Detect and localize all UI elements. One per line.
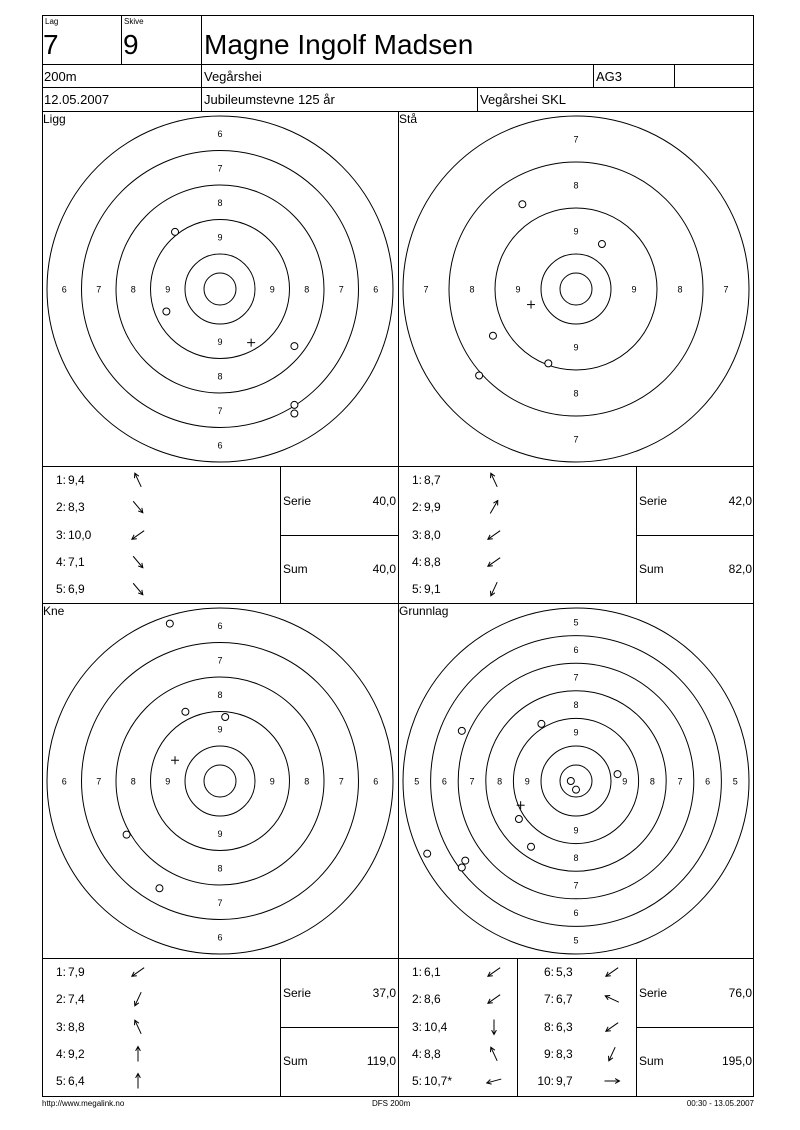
shot-value: 6,3	[556, 1019, 573, 1034]
shot-number: 10:	[537, 1074, 554, 1089]
sum-value-ligg: 40,0	[372, 562, 396, 576]
direction-arrow-icon	[602, 962, 622, 982]
shot-number: 5:	[55, 582, 66, 597]
ring-1	[82, 151, 359, 428]
shot-number: 3:	[411, 527, 422, 542]
sum-label-sta: Sum	[639, 562, 664, 576]
lag-value: 7	[43, 29, 59, 60]
group-center-mark	[517, 801, 525, 809]
serie-value-sta: 42,0	[728, 494, 752, 508]
shot-hole	[598, 241, 605, 248]
ring-5	[541, 746, 611, 816]
shot-hole	[528, 843, 535, 850]
ring-label: 5	[732, 776, 738, 787]
footer-timestamp: 00:30 - 13.05.2007	[686, 1099, 754, 1108]
ring-label: 9	[573, 226, 579, 237]
sum-value-kne: 119,0	[366, 1054, 396, 1068]
ring-label: 7	[217, 405, 223, 416]
ring-label: 5	[414, 776, 420, 787]
shooter-class: AG3	[596, 69, 623, 84]
direction-arrow-icon	[128, 1017, 148, 1037]
shot-value: 8,8	[424, 1046, 441, 1061]
shot-number: 5:	[411, 582, 422, 597]
ring-1	[82, 643, 359, 920]
direction-arrow-icon	[484, 1017, 504, 1037]
ring-label: 5	[573, 617, 579, 628]
ring-label: 8	[677, 284, 683, 295]
ring-label: 6	[573, 908, 579, 919]
serie-label-kne: Serie	[283, 986, 312, 1000]
shot-hole	[291, 401, 298, 408]
shot-number: 7:	[543, 992, 554, 1007]
shot-value: 6,9	[68, 582, 85, 597]
ring-label: 6	[61, 776, 67, 787]
ring-label: 8	[217, 197, 223, 208]
ring-label: 8	[130, 776, 136, 787]
date: 12.05.2007	[44, 92, 110, 107]
ring-2	[116, 185, 324, 393]
shot-value: 8,6	[424, 992, 441, 1007]
shot-value: 9,7	[556, 1074, 573, 1089]
shot-value: 8,3	[68, 500, 85, 515]
ring-0	[403, 608, 749, 954]
ring-label: 6	[373, 284, 379, 295]
shot-hole	[182, 708, 189, 715]
shot-value: 9,1	[424, 582, 441, 597]
ring-label: 6	[705, 776, 711, 787]
shot-value: 8,8	[68, 1019, 85, 1034]
ring-3	[486, 691, 666, 871]
shot-hole	[567, 778, 574, 785]
shot-hole	[458, 864, 465, 871]
shot-value: 8,8	[424, 554, 441, 569]
direction-arrow-icon	[602, 1044, 622, 1064]
ring-label: 6	[217, 128, 223, 139]
bullseye-ring	[204, 273, 236, 305]
shot-hole	[222, 713, 229, 720]
ring-2	[458, 663, 694, 899]
ring-label: 9	[269, 776, 275, 787]
target-kne	[42, 603, 398, 958]
footer-url[interactable]: http://www.megalink.no	[42, 1099, 125, 1108]
shot-number: 5:	[55, 1074, 66, 1089]
shot-hole	[291, 410, 298, 417]
ring-label: 7	[217, 655, 223, 666]
shot-number: 1:	[411, 965, 422, 979]
group-center-mark	[247, 339, 255, 347]
ring-label: 7	[573, 880, 579, 891]
shot-hole	[538, 720, 545, 727]
shot-value: 6,7	[556, 992, 573, 1007]
ring-label: 8	[573, 180, 579, 191]
ring-label: 6	[441, 776, 447, 787]
event-name: Jubileumstevne 125 år	[204, 92, 335, 107]
shot-hole	[156, 885, 163, 892]
ring-label: 8	[497, 776, 503, 787]
shot-hole	[489, 332, 496, 339]
serie-value-kne: 37,0	[372, 986, 396, 1000]
shot-number: 2:	[55, 500, 66, 515]
shot-value: 8,7	[424, 473, 441, 487]
shot-number: 1:	[55, 965, 66, 979]
ring-label: 7	[573, 134, 579, 145]
ring-label: 5	[573, 935, 579, 946]
ring-label: 7	[96, 284, 102, 295]
direction-arrow-icon	[128, 579, 148, 599]
ring-label: 8	[573, 388, 579, 399]
shot-number: 1:	[411, 473, 422, 487]
ring-label: 8	[130, 284, 136, 295]
serie-value-ligg: 40,0	[372, 494, 396, 508]
shot-value: 9,9	[424, 500, 441, 515]
direction-arrow-icon	[128, 552, 148, 572]
ring-1	[449, 162, 703, 416]
target-ligg	[42, 111, 398, 466]
ring-label: 8	[304, 284, 310, 295]
shot-number: 4:	[411, 554, 422, 569]
ring-label: 8	[649, 776, 655, 787]
ring-label: 9	[622, 776, 628, 787]
shot-hole	[573, 786, 580, 793]
panel-title-ligg: Ligg	[43, 112, 66, 126]
ring-label: 9	[217, 232, 223, 243]
shot-number: 6:	[543, 965, 554, 979]
ring-label: 9	[573, 825, 579, 836]
ring-label: 7	[573, 672, 579, 683]
sum-label-grunnlag: Sum	[639, 1054, 664, 1068]
direction-arrow-icon	[484, 497, 504, 517]
shot-hole	[515, 816, 522, 823]
direction-arrow-icon	[484, 579, 504, 599]
shot-number: 4:	[411, 1046, 422, 1061]
ring-label: 8	[217, 863, 223, 874]
ring-2	[116, 677, 324, 885]
ring-label: 6	[573, 644, 579, 655]
shot-value: 8,3	[556, 1046, 573, 1061]
shot-hole	[519, 201, 526, 208]
ring-label: 8	[573, 700, 579, 711]
shot-value: 10,0	[68, 527, 92, 542]
shot-value: 8,0	[424, 527, 441, 542]
ring-label: 6	[217, 620, 223, 631]
direction-arrow-icon	[128, 525, 148, 545]
shot-hole	[458, 727, 465, 734]
shot-number: 5:	[411, 1074, 422, 1089]
ring-label: 7	[573, 434, 579, 445]
shot-value: 10,4	[424, 1019, 448, 1034]
direction-arrow-icon	[602, 989, 622, 1009]
ring-label: 7	[338, 776, 344, 787]
direction-arrow-icon	[484, 1071, 504, 1091]
bullseye-ring	[204, 765, 236, 797]
ring-label: 9	[217, 336, 223, 347]
ring-label: 7	[217, 897, 223, 908]
shot-hole	[614, 771, 621, 778]
ring-0	[403, 116, 749, 462]
panel-title-grunnlag: Grunnlag	[399, 604, 449, 618]
ring-label: 7	[338, 284, 344, 295]
shot-value: 10,7*	[424, 1074, 453, 1089]
shot-hole	[163, 308, 170, 315]
serie-label-ligg: Serie	[283, 494, 312, 508]
ring-label: 9	[217, 828, 223, 839]
serie-label-grunnlag: Serie	[639, 986, 668, 1000]
skive-label: Skive	[124, 17, 144, 26]
lag-label: Lag	[45, 17, 59, 26]
shot-hole	[166, 620, 173, 627]
ring-label: 7	[96, 776, 102, 787]
shooter-name: Magne Ingolf Madsen	[204, 29, 474, 60]
shot-hole	[424, 850, 431, 857]
ring-label: 7	[469, 776, 475, 787]
ring-label: 6	[373, 776, 379, 787]
shot-number: 3:	[55, 527, 66, 542]
skive-value: 9	[123, 29, 139, 60]
direction-arrow-icon	[128, 1044, 148, 1064]
serie-value-grunnlag: 76,0	[728, 986, 752, 1000]
footer-program: DFS 200m	[372, 1099, 411, 1108]
ring-label: 6	[61, 284, 67, 295]
shot-value: 7,9	[68, 965, 85, 979]
ring-label: 9	[573, 342, 579, 353]
shot-hole	[172, 228, 179, 235]
sum-value-sta: 82,0	[728, 562, 752, 576]
ring-label: 6	[217, 932, 223, 943]
panel-title-sta: Stå	[399, 112, 418, 126]
direction-arrow-icon	[128, 989, 148, 1009]
shot-value: 7,4	[68, 992, 85, 1007]
shot-number: 2:	[411, 992, 422, 1007]
shot-number: 8:	[543, 1019, 554, 1034]
shot-hole	[476, 372, 483, 379]
direction-arrow-icon	[484, 962, 504, 982]
ring-label: 9	[269, 284, 275, 295]
shot-value: 6,4	[68, 1074, 85, 1089]
ring-3	[541, 254, 611, 324]
ring-label: 8	[469, 284, 475, 295]
ring-label: 8	[304, 776, 310, 787]
ring-label: 9	[165, 776, 171, 787]
shot-number: 9:	[543, 1046, 554, 1061]
shot-number: 1:	[55, 473, 66, 487]
shot-number: 2:	[55, 992, 66, 1007]
ring-label: 7	[423, 284, 429, 295]
direction-arrow-icon	[484, 552, 504, 572]
serie-label-sta: Serie	[639, 494, 668, 508]
direction-arrow-icon	[128, 470, 148, 490]
ring-label: 7	[217, 163, 223, 174]
ring-label: 9	[165, 284, 171, 295]
direction-arrow-icon	[128, 1071, 148, 1091]
shot-number: 2:	[411, 500, 422, 515]
shot-value: 6,1	[424, 965, 441, 979]
shot-number: 3:	[411, 1019, 422, 1034]
direction-arrow-icon	[602, 1017, 622, 1037]
ring-label: 7	[677, 776, 683, 787]
shot-value: 5,3	[556, 965, 573, 979]
direction-arrow-icon	[484, 1044, 504, 1064]
ring-label: 9	[573, 727, 579, 738]
direction-arrow-icon	[128, 962, 148, 982]
ring-label: 8	[573, 852, 579, 863]
ring-label: 9	[631, 284, 637, 295]
sum-label-ligg: Sum	[283, 562, 308, 576]
shot-value: 9,4	[68, 473, 85, 487]
direction-arrow-icon	[602, 1071, 622, 1091]
shot-number: 4:	[55, 554, 66, 569]
shot-number: 3:	[55, 1019, 66, 1034]
shot-value: 9,2	[68, 1046, 85, 1061]
target-sta	[398, 111, 754, 466]
direction-arrow-icon	[484, 525, 504, 545]
ring-label: 6	[217, 440, 223, 451]
panel-title-kne: Kne	[43, 604, 65, 618]
group-center-mark	[171, 756, 179, 764]
club: Vegårshei	[204, 69, 262, 84]
bullseye-ring	[560, 273, 592, 305]
ring-label: 9	[515, 284, 521, 295]
direction-arrow-icon	[128, 497, 148, 517]
ring-label: 8	[217, 371, 223, 382]
target-grunnlag	[398, 603, 754, 958]
sum-value-grunnlag: 195,0	[721, 1054, 752, 1068]
ring-label: 7	[723, 284, 729, 295]
distance: 200m	[44, 69, 77, 84]
group-center-mark	[527, 301, 535, 309]
shot-hole	[123, 831, 130, 838]
organizer: Vegårshei SKL	[480, 92, 567, 107]
direction-arrow-icon	[484, 470, 504, 490]
shot-hole	[545, 360, 552, 367]
ring-4	[185, 254, 255, 324]
ring-label: 9	[217, 724, 223, 735]
shot-hole	[462, 857, 469, 864]
ring-4	[185, 746, 255, 816]
shot-number: 4:	[55, 1046, 66, 1061]
shot-value: 7,1	[68, 554, 85, 569]
direction-arrow-icon	[484, 989, 504, 1009]
ring-label: 8	[217, 689, 223, 700]
shot-hole	[291, 343, 298, 350]
sum-label-kne: Sum	[283, 1054, 308, 1068]
ring-label: 9	[524, 776, 530, 787]
